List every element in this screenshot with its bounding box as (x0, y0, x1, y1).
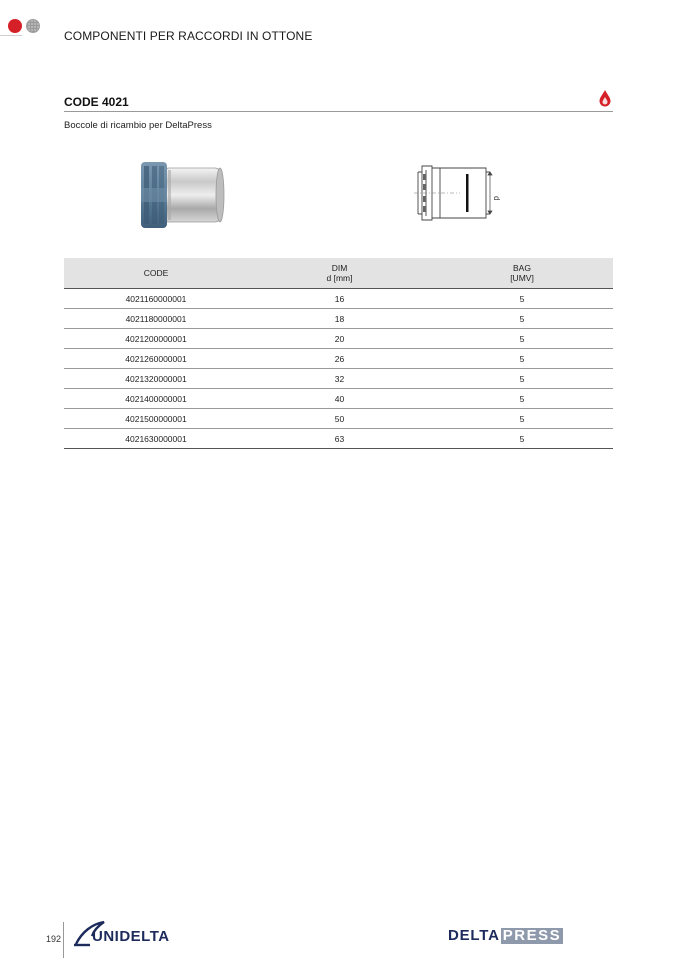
header-bag (431, 258, 613, 289)
cell-code: 4021500000001 (64, 409, 248, 429)
table-row (64, 349, 613, 369)
red-water-drop-icon (598, 89, 612, 107)
cell-code: 4021320000001 (64, 369, 248, 389)
cell-bag: 5 (431, 429, 613, 449)
table-row (64, 409, 613, 429)
code-title-rule (64, 111, 613, 112)
cell-bag: 5 (431, 369, 613, 389)
cell-bag: 5 (431, 349, 613, 369)
table-header-row (64, 258, 613, 289)
header-dim (248, 258, 431, 289)
cell-bag: 5 (431, 409, 613, 429)
cell-bag: 5 (431, 309, 613, 329)
deltapress-logo (448, 927, 563, 945)
cell-code: 4021180000001 (64, 309, 248, 329)
brand-delta: DELTA (448, 927, 500, 944)
header-bag-label: BAG (513, 263, 531, 273)
cell-dim: 50 (248, 409, 431, 429)
brand-unidelta: UNIDELTA (92, 928, 170, 945)
cell-dim: 40 (248, 389, 431, 409)
header-dim-label: DIM (331, 263, 348, 273)
table-row (64, 289, 613, 309)
cell-dim: 16 (248, 289, 431, 309)
header-code-label: CODE (143, 268, 169, 278)
header-code (64, 258, 248, 289)
cell-dim: 26 (248, 349, 431, 369)
brand-press: PRESS (502, 927, 562, 944)
grey-mesh-dot-icon (26, 19, 40, 33)
dimensions-table (64, 258, 613, 449)
header-dots (8, 19, 40, 33)
header-rule (0, 35, 22, 36)
table-row (64, 329, 613, 349)
cell-code: 4021630000001 (64, 429, 248, 449)
drawing-dim-label: d (492, 196, 501, 201)
header-dim-unit: d [mm] (326, 273, 353, 283)
cell-code: 4021260000001 (64, 349, 248, 369)
cell-dim: 20 (248, 329, 431, 349)
product-code-title: CODE 4021 (64, 95, 129, 109)
table-row (64, 429, 613, 449)
table-row (64, 309, 613, 329)
red-dot-icon (8, 19, 22, 33)
cell-dim: 18 (248, 309, 431, 329)
table-row (64, 369, 613, 389)
header-bag-unit: [UMV] (510, 273, 534, 283)
brass-bushing-photo (134, 158, 226, 230)
cell-bag: 5 (431, 329, 613, 349)
product-subtitle: Boccole di ricambio per DeltaPress (64, 120, 212, 131)
cell-code: 4021200000001 (64, 329, 248, 349)
section-title: COMPONENTI PER RACCORDI IN OTTONE (64, 29, 313, 43)
cell-dim: 32 (248, 369, 431, 389)
cell-dim: 63 (248, 429, 431, 449)
footer-divider (63, 922, 64, 958)
bushing-technical-drawing (404, 160, 504, 226)
page-number: 192 (46, 934, 62, 944)
cell-code: 4021160000001 (64, 289, 248, 309)
cell-code: 4021400000001 (64, 389, 248, 409)
cell-bag: 5 (431, 389, 613, 409)
cell-bag: 5 (431, 289, 613, 309)
table-row (64, 389, 613, 409)
